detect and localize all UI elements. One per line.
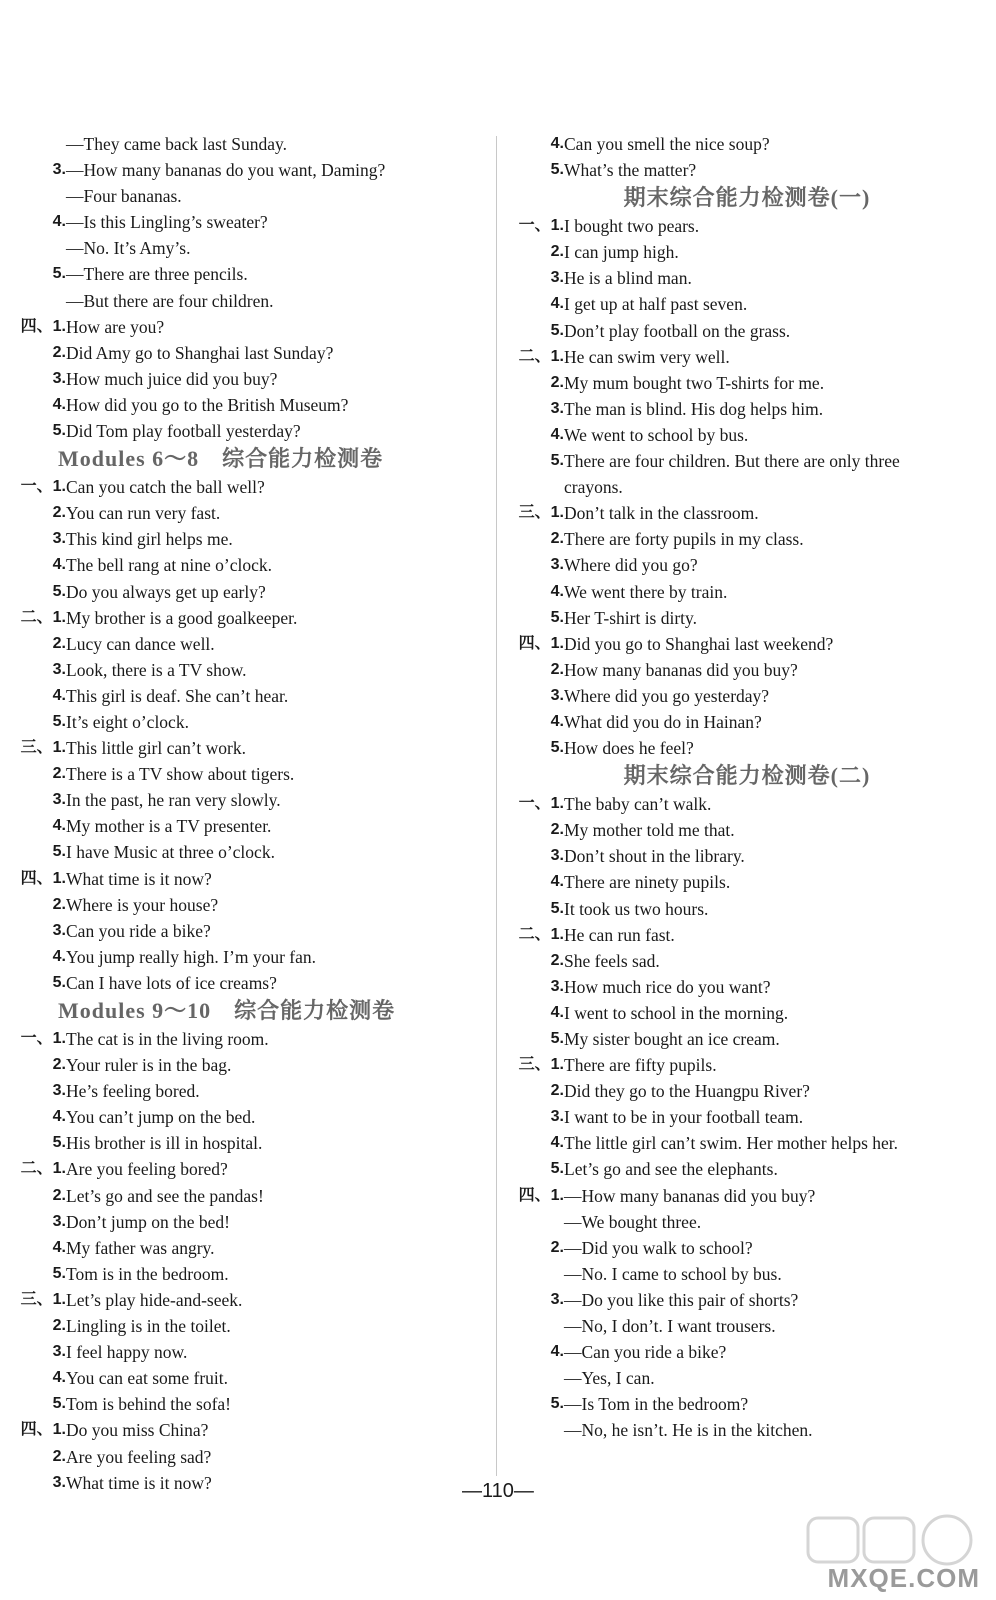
answer-line bbox=[14, 1209, 484, 1235]
answer-number: 三、1. bbox=[20, 1290, 66, 1308]
answer-line bbox=[14, 314, 484, 340]
answer-text: You can’t jump on the bed. bbox=[66, 1107, 256, 1128]
answer-text: Did Tom play football yesterday? bbox=[66, 421, 301, 442]
answer-number: 2. bbox=[550, 373, 564, 391]
answer-line bbox=[14, 1078, 484, 1104]
answer-text: Don’t play football on the grass. bbox=[564, 320, 791, 341]
answer-line bbox=[14, 1339, 484, 1365]
answer-text: —No. I came to school by bus. bbox=[564, 1263, 782, 1284]
answer-line bbox=[512, 657, 982, 683]
answer-line bbox=[14, 944, 484, 970]
answer-number: 3. bbox=[550, 977, 564, 995]
answer-text: Let’s play hide-and-seek. bbox=[66, 1289, 243, 1310]
answer-number: 2. bbox=[550, 951, 564, 969]
answer-number: 四、1. bbox=[20, 1421, 66, 1439]
answer-number: 3. bbox=[550, 556, 564, 574]
answer-text: My sister bought an ice cream. bbox=[564, 1029, 780, 1049]
answer-number: 4. bbox=[52, 395, 66, 413]
answer-number: 二、1. bbox=[518, 925, 564, 943]
answer-text: Don’t shout in the library. bbox=[564, 846, 745, 867]
answer-text: The bell rang at nine o’clock. bbox=[66, 555, 273, 576]
answer-line bbox=[14, 1391, 484, 1417]
answer-number: 4. bbox=[550, 712, 564, 730]
answer-text: —No, I don’t. I want trousers. bbox=[564, 1316, 776, 1337]
answer-text: She feels sad. bbox=[564, 950, 660, 971]
answer-number: 5. bbox=[550, 739, 564, 757]
answer-text: Can I have lots of ice creams? bbox=[66, 972, 277, 993]
answer-text: —Is Tom in the bedroom? bbox=[564, 1394, 749, 1415]
answer-text: Are you feeling bored? bbox=[66, 1159, 228, 1180]
answer-line bbox=[512, 131, 982, 157]
answer-text: Where is your house? bbox=[66, 894, 219, 915]
answer-text: —No, he isn’t. He is in the kitchen. bbox=[564, 1420, 813, 1441]
answer-line bbox=[14, 1261, 484, 1287]
answer-text: —But there are four children. bbox=[66, 290, 274, 311]
answer-text: Lucy can dance well. bbox=[66, 633, 215, 654]
answer-text: —Do you like this pair of shorts? bbox=[564, 1289, 799, 1310]
answer-number: 2. bbox=[52, 1447, 66, 1465]
answer-number: 四、1. bbox=[20, 317, 66, 335]
answer-line bbox=[14, 474, 484, 500]
answer-line bbox=[14, 1235, 484, 1261]
answer-line bbox=[512, 500, 982, 526]
answer-number: 2. bbox=[52, 1317, 66, 1335]
answer-text: What did you do in Hainan? bbox=[564, 711, 762, 732]
answer-line bbox=[14, 526, 484, 552]
answer-number: 2. bbox=[52, 765, 66, 783]
answer-text: The cat is in the living room. bbox=[66, 1029, 269, 1049]
answer-text: My brother is a good goalkeeper. bbox=[66, 607, 298, 628]
answer-number: 一、1. bbox=[518, 217, 564, 235]
answer-line bbox=[512, 474, 982, 500]
answer-line bbox=[512, 579, 982, 605]
answer-line bbox=[14, 340, 484, 366]
answer-number: 三、1. bbox=[518, 1056, 564, 1074]
answer-number: 3. bbox=[550, 1108, 564, 1126]
answer-line bbox=[14, 735, 484, 761]
answer-text: It’s eight o’clock. bbox=[66, 711, 189, 732]
page-number: —110— bbox=[462, 1480, 534, 1502]
answer-text: I bought two pears. bbox=[564, 216, 700, 237]
answer-line bbox=[512, 948, 982, 974]
answer-line bbox=[512, 896, 982, 922]
answer-number: 5. bbox=[550, 321, 564, 339]
answer-number: 5. bbox=[52, 582, 66, 600]
answer-number: 3. bbox=[52, 1082, 66, 1100]
answer-line bbox=[14, 839, 484, 865]
section-heading: 期末综合能力检测卷(一) bbox=[623, 185, 871, 211]
answer-text: You can eat some fruit. bbox=[66, 1368, 229, 1389]
answer-line bbox=[14, 709, 484, 735]
answer-number: 5. bbox=[550, 1160, 564, 1178]
answer-line bbox=[512, 709, 982, 735]
answer-line bbox=[512, 1339, 982, 1365]
answer-number: 4. bbox=[550, 1003, 564, 1021]
answer-line bbox=[512, 683, 982, 709]
answer-number: 二、1. bbox=[20, 1160, 66, 1178]
answer-number: 3. bbox=[52, 161, 66, 179]
answer-text: How are you? bbox=[66, 316, 165, 337]
answer-line bbox=[512, 239, 982, 265]
answer-number: 二、1. bbox=[20, 608, 66, 626]
answer-line bbox=[512, 843, 982, 869]
answer-number: 3. bbox=[52, 921, 66, 939]
answer-line bbox=[14, 1130, 484, 1156]
answer-line bbox=[14, 1444, 484, 1470]
answer-text: —No. It’s Amy’s. bbox=[66, 238, 191, 259]
answer-text: There are fifty pupils. bbox=[564, 1055, 717, 1076]
answer-line bbox=[512, 1156, 982, 1182]
answer-line bbox=[512, 1313, 982, 1339]
answer-number: 5. bbox=[550, 452, 564, 470]
answer-line bbox=[14, 1026, 484, 1052]
answer-text: Did Amy go to Shanghai last Sunday? bbox=[66, 342, 334, 363]
answer-text: His brother is ill in hospital. bbox=[66, 1133, 263, 1154]
answer-number: 一、1. bbox=[20, 478, 66, 496]
answer-line bbox=[512, 631, 982, 657]
answer-text: Can you catch the ball well? bbox=[66, 477, 265, 498]
answer-line bbox=[512, 1417, 982, 1443]
answer-line bbox=[512, 422, 982, 448]
answer-text: This little girl can’t work. bbox=[66, 738, 246, 759]
answer-line bbox=[14, 209, 484, 235]
answer-number: 4. bbox=[550, 1343, 564, 1361]
answer-number: 3. bbox=[52, 530, 66, 548]
section-heading: 期末综合能力检测卷(二) bbox=[623, 763, 871, 789]
answer-line bbox=[512, 370, 982, 396]
answer-number: 4. bbox=[52, 213, 66, 231]
answer-text: There are ninety pupils. bbox=[564, 872, 731, 893]
left-column bbox=[14, 131, 484, 1496]
answer-line bbox=[14, 631, 484, 657]
answer-number: 三、1. bbox=[20, 739, 66, 757]
answer-text: Do you miss China? bbox=[66, 1420, 209, 1441]
answer-number: 5. bbox=[52, 1264, 66, 1282]
answer-line bbox=[14, 131, 484, 157]
right-column bbox=[512, 131, 982, 1444]
answer-line bbox=[14, 418, 484, 444]
answer-text: I want to be in your football team. bbox=[564, 1107, 804, 1128]
answer-line bbox=[14, 500, 484, 526]
answer-text: There is a TV show about tigers. bbox=[66, 764, 295, 785]
answer-number: 四、1. bbox=[518, 1186, 564, 1204]
answer-text: We went there by train. bbox=[564, 581, 728, 602]
answer-text: How much rice do you want? bbox=[564, 976, 771, 997]
answer-text: There are forty pupils in my class. bbox=[564, 529, 804, 550]
answer-text: —Yes, I can. bbox=[564, 1368, 655, 1389]
answer-line bbox=[14, 1365, 484, 1391]
answer-line bbox=[512, 922, 982, 948]
answer-text: Don’t jump on the bed! bbox=[66, 1211, 230, 1232]
answer-text: Where did you go yesterday? bbox=[564, 685, 770, 706]
answer-number: 2. bbox=[52, 1056, 66, 1074]
answer-text: The baby can’t walk. bbox=[564, 794, 712, 815]
answer-line bbox=[512, 265, 982, 291]
answer-line bbox=[14, 1104, 484, 1130]
answer-text: Did you go to Shanghai last weekend? bbox=[564, 633, 834, 654]
answer-line bbox=[512, 213, 982, 239]
answer-text: —Did you walk to school? bbox=[564, 1237, 753, 1258]
answer-text: —Four bananas. bbox=[66, 186, 182, 207]
answer-text: Look, there is a TV show. bbox=[66, 659, 247, 680]
answer-number: 4. bbox=[550, 425, 564, 443]
answer-line bbox=[512, 1026, 982, 1052]
answer-text: He’s feeling bored. bbox=[66, 1081, 200, 1102]
answer-number: 3. bbox=[52, 660, 66, 678]
answer-text: There are four children. But there are only three bbox=[564, 451, 900, 472]
answer-number: 4. bbox=[550, 295, 564, 313]
answer-number: 3. bbox=[550, 269, 564, 287]
answer-number: 5. bbox=[52, 1395, 66, 1413]
answer-number: 2. bbox=[550, 530, 564, 548]
answer-text: What time is it now? bbox=[66, 1472, 212, 1493]
answer-number: 3. bbox=[52, 791, 66, 809]
answer-number: 4. bbox=[550, 582, 564, 600]
answer-number: 4. bbox=[52, 947, 66, 965]
answer-line bbox=[14, 1287, 484, 1313]
answer-text: Tom is behind the sofa! bbox=[66, 1394, 231, 1415]
answer-number: 2. bbox=[52, 504, 66, 522]
answer-text: This kind girl helps me. bbox=[66, 529, 233, 550]
answer-number: 4. bbox=[550, 873, 564, 891]
answer-line bbox=[512, 344, 982, 370]
answer-line bbox=[512, 817, 982, 843]
answer-text: —How many bananas do you want, Daming? bbox=[66, 160, 386, 181]
answer-number: 5. bbox=[52, 422, 66, 440]
answer-text: crayons. bbox=[564, 477, 623, 498]
answer-number: 三、1. bbox=[518, 504, 564, 522]
answer-text: My mother is a TV presenter. bbox=[66, 816, 272, 837]
answer-text: Tom is in the bedroom. bbox=[66, 1263, 229, 1284]
answer-number: 5. bbox=[550, 1030, 564, 1047]
answer-line bbox=[512, 318, 982, 344]
answer-text: —There are three pencils. bbox=[66, 264, 248, 285]
answer-number: 3. bbox=[52, 1212, 66, 1230]
answer-text: The man is blind. His dog helps him. bbox=[564, 398, 824, 419]
answer-text: He is a blind man. bbox=[564, 268, 692, 289]
answer-number: 5. bbox=[52, 265, 66, 283]
answer-text: My mother told me that. bbox=[564, 820, 735, 841]
answer-text: Where did you go? bbox=[564, 555, 698, 576]
answer-line bbox=[512, 735, 982, 761]
answer-text: You can run very fast. bbox=[66, 503, 221, 524]
answer-line bbox=[14, 157, 484, 183]
answer-number: 5. bbox=[52, 843, 66, 861]
answer-line bbox=[14, 261, 484, 287]
section-heading: Modules 6～8 综合能力检测卷 bbox=[58, 446, 384, 472]
answer-text: Are you feeling sad? bbox=[66, 1446, 212, 1467]
answer-text: —How many bananas did you buy? bbox=[564, 1185, 816, 1206]
answer-number: 4. bbox=[52, 817, 66, 835]
answer-text: Did they go to the Huangpu River? bbox=[564, 1081, 810, 1102]
answer-number: 2. bbox=[550, 243, 564, 261]
answer-number: 一、1. bbox=[20, 1030, 66, 1047]
answer-line bbox=[14, 813, 484, 839]
answer-line bbox=[14, 892, 484, 918]
answer-text: Do you always get up early? bbox=[66, 581, 266, 602]
answer-line bbox=[14, 605, 484, 631]
answer-line bbox=[14, 683, 484, 709]
answer-line bbox=[512, 1104, 982, 1130]
answer-text: My mum bought two T-shirts for me. bbox=[564, 372, 825, 393]
answer-number: 4. bbox=[550, 1134, 564, 1152]
answer-text: My father was angry. bbox=[66, 1237, 215, 1258]
answer-number: 4. bbox=[52, 686, 66, 704]
answer-number: 5. bbox=[550, 1395, 564, 1413]
answer-text: The little girl can’t swim. Her mother helps her. bbox=[564, 1133, 899, 1154]
answer-line bbox=[512, 448, 982, 474]
answer-number: 2. bbox=[52, 634, 66, 652]
answer-number: 二、1. bbox=[518, 347, 564, 365]
answer-number: 5. bbox=[52, 712, 66, 730]
watermark-text: MXQE.COM bbox=[827, 1563, 980, 1593]
answer-line bbox=[14, 761, 484, 787]
answer-number: 5. bbox=[550, 161, 564, 179]
answer-line bbox=[14, 657, 484, 683]
column-divider bbox=[496, 136, 497, 1476]
answer-text: Lingling is in the toilet. bbox=[66, 1316, 231, 1337]
answer-text: He can run fast. bbox=[564, 924, 675, 945]
answer-text: —We bought three. bbox=[564, 1211, 702, 1232]
answer-text: How much juice did you buy? bbox=[66, 368, 278, 389]
answer-line bbox=[512, 1000, 982, 1026]
answer-number: 5. bbox=[52, 1134, 66, 1152]
answer-text: You jump really high. I’m your fan. bbox=[66, 946, 316, 967]
answer-line bbox=[512, 526, 982, 552]
answer-line bbox=[512, 1235, 982, 1261]
answer-text: Can you smell the nice soup? bbox=[564, 134, 770, 154]
answer-text: I can jump high. bbox=[564, 242, 679, 263]
answer-text: What’s the matter? bbox=[564, 160, 697, 181]
answer-text: We went to school by bus. bbox=[564, 424, 749, 445]
answer-number: 2. bbox=[52, 895, 66, 913]
answer-text: I feel happy now. bbox=[66, 1342, 188, 1363]
answer-text: How does he feel? bbox=[564, 738, 694, 759]
answer-number: 5. bbox=[550, 608, 564, 626]
answer-line bbox=[512, 1078, 982, 1104]
answer-text: Let’s go and see the elephants. bbox=[564, 1159, 778, 1180]
answer-text: I get up at half past seven. bbox=[564, 294, 748, 315]
answer-line bbox=[14, 392, 484, 418]
answer-text: In the past, he ran very slowly. bbox=[66, 790, 281, 811]
answer-line bbox=[14, 183, 484, 209]
answer-text: What time is it now? bbox=[66, 868, 212, 889]
answer-line bbox=[512, 1209, 982, 1235]
answer-line bbox=[14, 1183, 484, 1209]
answer-line bbox=[14, 918, 484, 944]
answer-number: 4. bbox=[550, 135, 564, 152]
answer-number: 4. bbox=[52, 1108, 66, 1126]
answer-text: How many bananas did you buy? bbox=[564, 659, 798, 680]
answer-line bbox=[512, 869, 982, 895]
answer-number: 3. bbox=[52, 369, 66, 387]
answer-line bbox=[512, 1391, 982, 1417]
answer-number: 一、1. bbox=[518, 795, 564, 813]
answer-line bbox=[14, 579, 484, 605]
answer-number: 2. bbox=[550, 1082, 564, 1100]
answer-line bbox=[512, 974, 982, 1000]
answer-text: How did you go to the British Museum? bbox=[66, 394, 349, 415]
answer-line bbox=[512, 1365, 982, 1391]
answer-text: —Is this Lingling’s sweater? bbox=[66, 212, 268, 233]
answer-number: 4. bbox=[52, 1238, 66, 1256]
answer-line bbox=[512, 1261, 982, 1287]
answer-number: 3. bbox=[550, 686, 564, 704]
answer-text: Don’t talk in the classroom. bbox=[564, 503, 759, 524]
answer-line bbox=[512, 791, 982, 817]
answer-number: 2. bbox=[550, 660, 564, 678]
answer-line bbox=[14, 866, 484, 892]
answer-line bbox=[512, 552, 982, 578]
answer-number: 四、1. bbox=[518, 634, 564, 652]
answer-line bbox=[512, 1287, 982, 1313]
answer-text: —Can you ride a bike? bbox=[564, 1342, 727, 1363]
answer-text: Your ruler is in the bag. bbox=[66, 1055, 232, 1076]
answer-text: —They came back last Sunday. bbox=[66, 134, 287, 154]
answer-number: 5. bbox=[550, 899, 564, 917]
answer-line bbox=[14, 1313, 484, 1339]
answer-number: 3. bbox=[550, 1290, 564, 1308]
answer-text: Let’s go and see the pandas! bbox=[66, 1185, 264, 1206]
answer-number: 3. bbox=[52, 1473, 66, 1491]
answer-number: 3. bbox=[550, 847, 564, 865]
answer-line bbox=[14, 552, 484, 578]
answer-line bbox=[14, 235, 484, 261]
answer-line bbox=[512, 1183, 982, 1209]
answer-number: 四、1. bbox=[20, 869, 66, 887]
answer-line bbox=[14, 1156, 484, 1182]
answer-text: I went to school in the morning. bbox=[564, 1002, 789, 1023]
answer-number: 3. bbox=[52, 1343, 66, 1361]
answer-text: Can you ride a bike? bbox=[66, 920, 211, 941]
answer-text: Her T-shirt is dirty. bbox=[564, 607, 698, 628]
answer-number: 2. bbox=[550, 1238, 564, 1256]
answer-text: He can swim very well. bbox=[564, 346, 730, 367]
answer-text: It took us two hours. bbox=[564, 898, 709, 919]
answer-line bbox=[512, 1130, 982, 1156]
answer-line bbox=[512, 291, 982, 317]
answer-line bbox=[512, 396, 982, 422]
answer-number: 4. bbox=[52, 556, 66, 574]
answer-number: 2. bbox=[52, 343, 66, 361]
answer-number: 2. bbox=[550, 821, 564, 839]
answer-line bbox=[14, 1417, 484, 1443]
answer-number: 3. bbox=[550, 399, 564, 417]
answer-line bbox=[14, 970, 484, 996]
answer-line bbox=[14, 787, 484, 813]
answer-line bbox=[14, 366, 484, 392]
answer-line bbox=[14, 1052, 484, 1078]
answer-line bbox=[512, 157, 982, 183]
answer-line bbox=[512, 1052, 982, 1078]
answer-text: This girl is deaf. She can’t hear. bbox=[66, 685, 289, 706]
answer-line bbox=[14, 288, 484, 314]
answer-number: 4. bbox=[52, 1369, 66, 1387]
answer-number: 5. bbox=[52, 973, 66, 991]
answer-text: I have Music at three o’clock. bbox=[66, 842, 275, 863]
answer-number: 2. bbox=[52, 1186, 66, 1204]
section-heading: Modules 9～10 综合能力检测卷 bbox=[58, 998, 396, 1023]
answer-line bbox=[512, 605, 982, 631]
